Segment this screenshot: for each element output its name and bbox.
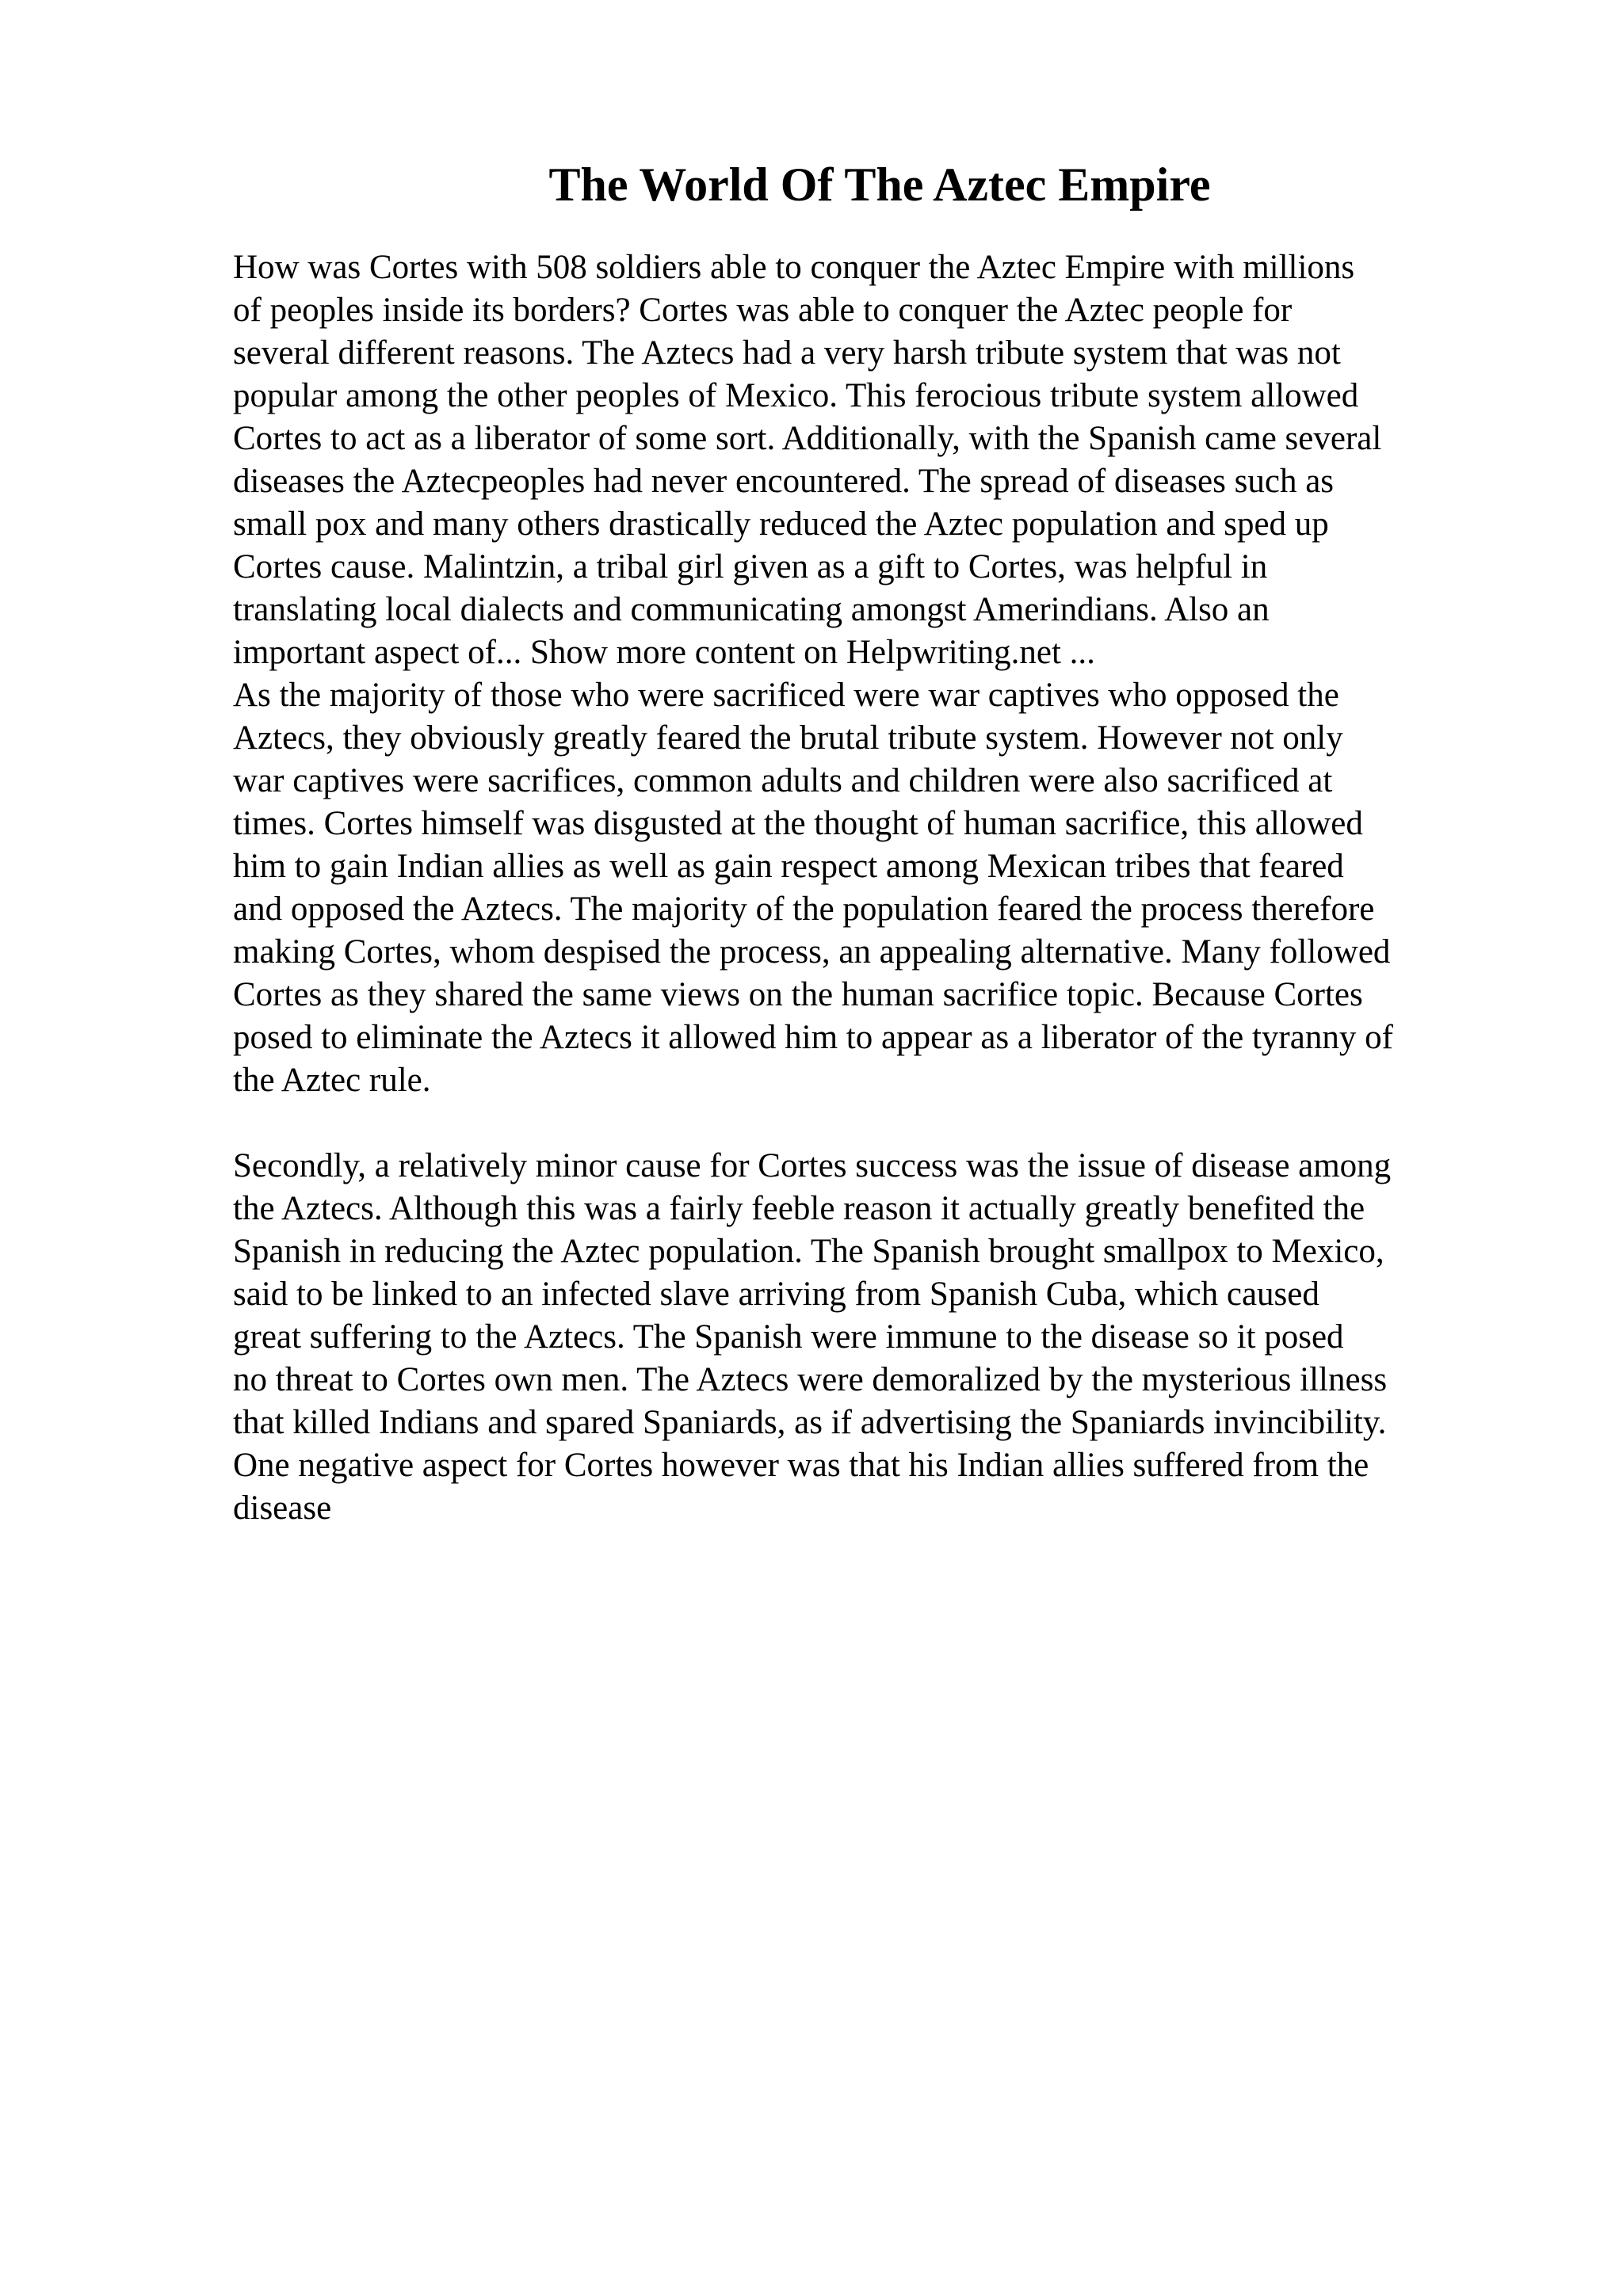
paragraph-sacrifice: [233, 674, 1517, 1102]
paragraph-intro: [233, 246, 1517, 674]
text-line: Aztecs, they obviously greatly feared the brutal tribute system. However not only: [233, 719, 1343, 757]
text-line: great suffering to the Aztecs. The Spanish were immune to the disease so it posed: [233, 1318, 1344, 1356]
text-line: times. Cortes himself was disgusted at the thought of human sacrifice, this allowed: [233, 805, 1363, 842]
text-line: How was Cortes with 508 soldiers able to conquer the Aztec Empire with millions: [233, 249, 1355, 286]
text-line: Spanish in reducing the Aztec population. The Spanish brought smallpox to Mexico,: [233, 1233, 1384, 1270]
text-line: popular among the other peoples of Mexico. This ferocious tribute system allowed: [233, 377, 1359, 414]
text-line: the Aztecs. Although this was a fairly feeble reason it actually greatly benefited the: [233, 1190, 1365, 1227]
document-title: The World Of The Aztec Empire: [548, 158, 1211, 211]
text-line: Cortes cause. Malintzin, a tribal girl given as a gift to Cortes, was helpful in: [233, 548, 1268, 585]
paragraph-spacer: [233, 1102, 1517, 1145]
document-body: [233, 246, 1517, 1530]
text-line: that killed Indians and spared Spaniards, as if advertising the Spaniards invincibility.: [233, 1404, 1387, 1441]
text-line: Secondly, a relatively minor cause for Cortes success was the issue of disease among: [233, 1147, 1392, 1184]
text-line: posed to eliminate the Aztecs it allowed him to appear as a liberator of the tyranny of: [233, 1019, 1393, 1056]
text-line: war captives were sacrifices, common adults and children were also sacrificed at: [233, 762, 1333, 799]
text-line: translating local dialects and communicating amongst Amerindians. Also an: [233, 591, 1270, 628]
text-line: no threat to Cortes own men. The Aztecs were demoralized by the mysterious illness: [233, 1361, 1388, 1398]
text-line: several different reasons. The Aztecs had a very harsh tribute system that was not: [233, 334, 1341, 372]
text-line: the Aztec rule.: [233, 1062, 431, 1099]
text-line: making Cortes, whom despised the process, an appealing alternative. Many followed: [233, 933, 1391, 971]
text-line: said to be linked to an infected slave arriving from Spanish Cuba, which caused: [233, 1276, 1319, 1313]
text-line: disease: [233, 1489, 332, 1527]
text-line: small pox and many others drastically reduced the Aztec population and sped up: [233, 505, 1329, 543]
text-line: diseases the Aztecpeoples had never encountered. The spread of diseases such as: [233, 463, 1335, 500]
text-line: Cortes as they shared the same views on the human sacrifice topic. Because Cortes: [233, 976, 1363, 1013]
text-line: and opposed the Aztecs. The majority of the population feared the process therefore: [233, 891, 1375, 928]
text-line: him to gain Indian allies as well as gain respect among Mexican tribes that feared: [233, 848, 1344, 885]
text-line: One negative aspect for Cortes however was that his Indian allies suffered from the: [233, 1447, 1369, 1484]
text-line: Cortes to act as a liberator of some sort. Additionally, with the Spanish came several: [233, 420, 1382, 457]
paragraph-disease: [233, 1145, 1517, 1530]
text-line: As the majority of those who were sacrificed were war captives who opposed the: [233, 677, 1339, 714]
text-line: of peoples inside its borders? Cortes was able to conquer the Aztec people for: [233, 292, 1293, 329]
text-line: important aspect of... Show more content on Helpwriting.net ...: [233, 634, 1095, 671]
